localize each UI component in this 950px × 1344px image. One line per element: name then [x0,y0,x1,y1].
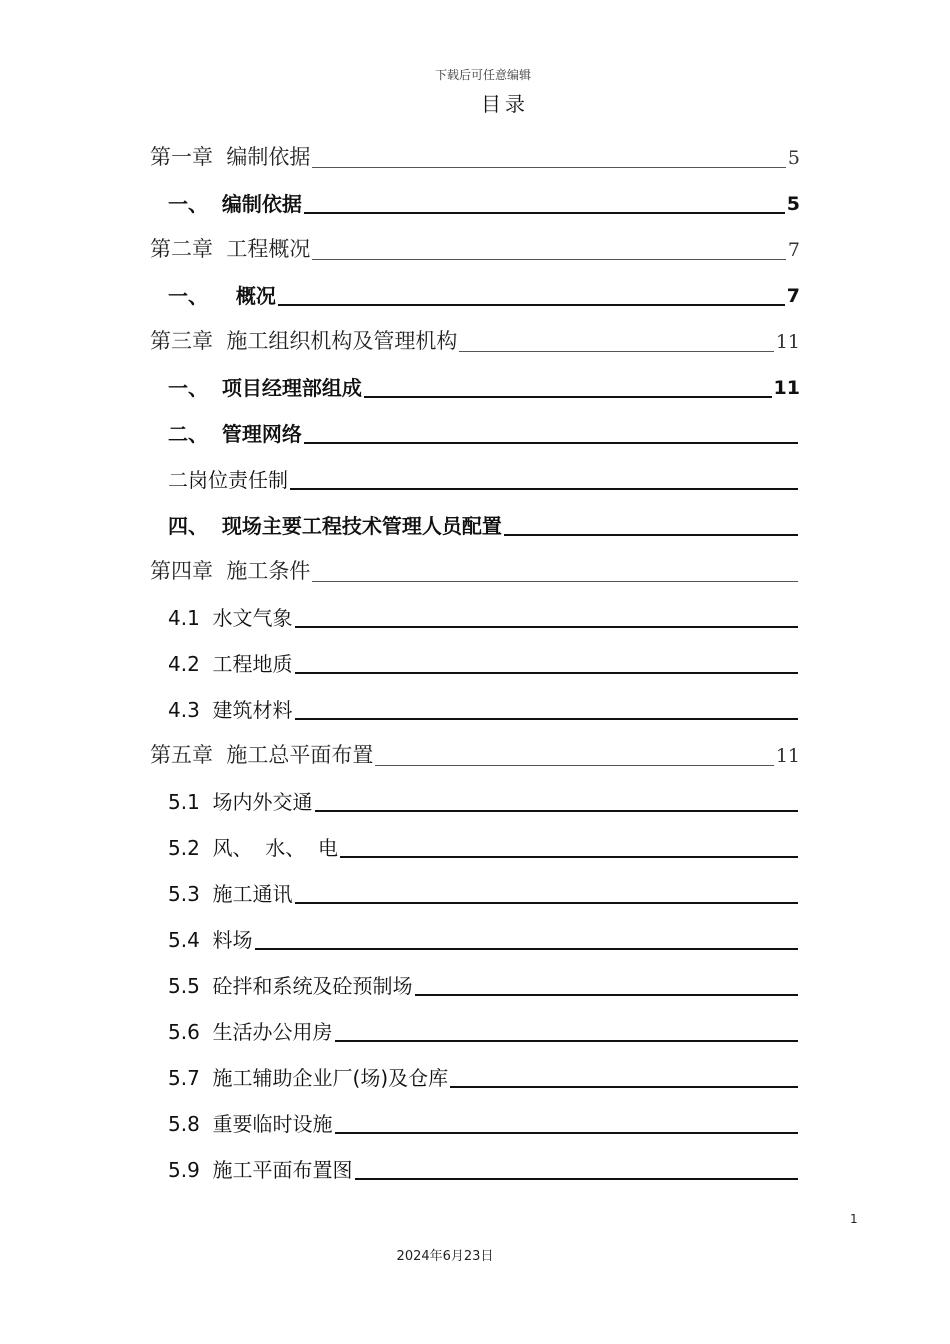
toc-page-number: 11 [773,377,800,399]
toc-leader-line [335,1040,798,1042]
toc-leader-line [295,626,798,628]
toc-entry-label: 第一章 编制依据 [150,145,311,169]
toc-section-entry[interactable] [150,448,800,494]
toc-section-entry[interactable] [150,1000,800,1046]
toc-section-entry[interactable] [150,586,800,632]
toc-leader-line [290,488,798,490]
toc-leader-line [364,396,772,398]
toc-leader-line [315,810,798,812]
toc-page-number: 7 [786,285,800,307]
toc-title: 目录 [481,92,529,116]
toc-entry-label: 一、 编制依据 [168,192,302,216]
toc-leader-line [295,902,798,904]
toc-entry-label: 5.3 施工通讯 [168,882,293,906]
toc-page-number: 11 [775,331,800,353]
toc-section-entry[interactable] [150,1046,800,1092]
toc-entry-label: 5.7 施工辅助企业厂(场)及仓库 [168,1066,449,1090]
toc-entry-label: 5.5 砼拌和系统及砼预制场 [168,974,413,998]
toc-section-entry[interactable] [150,862,800,908]
toc-entry-label: 4.1 水文气象 [168,606,293,630]
toc-section-entry[interactable] [150,954,800,1000]
toc-page-number: 5 [786,193,800,215]
toc-entry-label: 二、 管理网络 [168,422,302,446]
toc-section-entry[interactable] [150,1138,800,1184]
header-note: 下载后可任意编辑 [434,68,531,82]
toc-chapter-entry[interactable] [150,126,800,172]
toc-entry-label: 4.3 建筑材料 [168,698,293,722]
toc-entry-label: 四、 现场主要工程技术管理人员配置 [168,514,502,538]
toc-section-entry[interactable] [150,356,800,402]
toc-leader-line [340,856,798,858]
toc-section-entry[interactable] [150,1092,800,1138]
page-number: 1 [850,1212,858,1226]
toc-chapter-entry[interactable] [150,724,800,770]
toc-section-entry[interactable] [150,264,800,310]
toc-entry-label: 5.8 重要临时设施 [168,1112,333,1136]
toc-entry-label: 4.2 工程地质 [168,652,293,676]
toc-entry-label: 一、 概况 [168,284,276,308]
toc-section-entry[interactable] [150,172,800,218]
toc-page-number: 11 [775,745,800,767]
toc-leader-line [255,948,798,950]
toc-leader-line [312,259,786,260]
toc-section-entry[interactable] [150,770,800,816]
toc-entry-label: 二岗位责任制 [168,468,288,492]
toc-leader-line [415,994,798,996]
toc-chapter-entry[interactable] [150,218,800,264]
toc-leader-line [295,718,798,720]
toc-section-entry[interactable] [150,632,800,678]
toc-page-number: 7 [787,239,800,261]
table-of-contents [150,126,800,1184]
toc-entry-label: 5.4 料场 [168,928,253,952]
toc-chapter-entry[interactable] [150,540,800,586]
toc-section-entry[interactable] [150,816,800,862]
toc-section-entry[interactable] [150,402,800,448]
toc-entry-label: 5.2 风、 水、 电 [168,836,338,860]
toc-leader-line [450,1086,798,1088]
toc-leader-line [355,1178,798,1180]
toc-chapter-entry[interactable] [150,310,800,356]
toc-leader-line [375,765,773,766]
toc-leader-line [304,212,785,214]
toc-leader-line [335,1132,798,1134]
toc-section-entry[interactable] [150,678,800,724]
footer-date: 2024年6月23日 [396,1249,494,1264]
toc-entry-label: 第二章 工程概况 [150,237,311,261]
toc-page-number: 5 [787,147,800,169]
toc-leader-line [304,442,798,444]
toc-leader-line [312,581,798,582]
toc-section-entry[interactable] [150,908,800,954]
toc-entry-label: 第四章 施工条件 [150,559,311,583]
toc-entry-label: 5.9 施工平面布置图 [168,1158,353,1182]
toc-leader-line [459,351,773,352]
toc-entry-label: 5.1 场内外交通 [168,790,313,814]
toc-leader-line [504,534,798,536]
toc-entry-label: 第三章 施工组织机构及管理机构 [150,329,458,353]
toc-leader-line [312,167,786,168]
toc-entry-label: 5.6 生活办公用房 [168,1020,333,1044]
toc-entry-label: 第五章 施工总平面布置 [150,743,374,767]
toc-leader-line [278,304,785,306]
toc-section-entry[interactable] [150,494,800,540]
toc-entry-label: 一、 项目经理部组成 [168,376,362,400]
toc-leader-line [295,672,798,674]
